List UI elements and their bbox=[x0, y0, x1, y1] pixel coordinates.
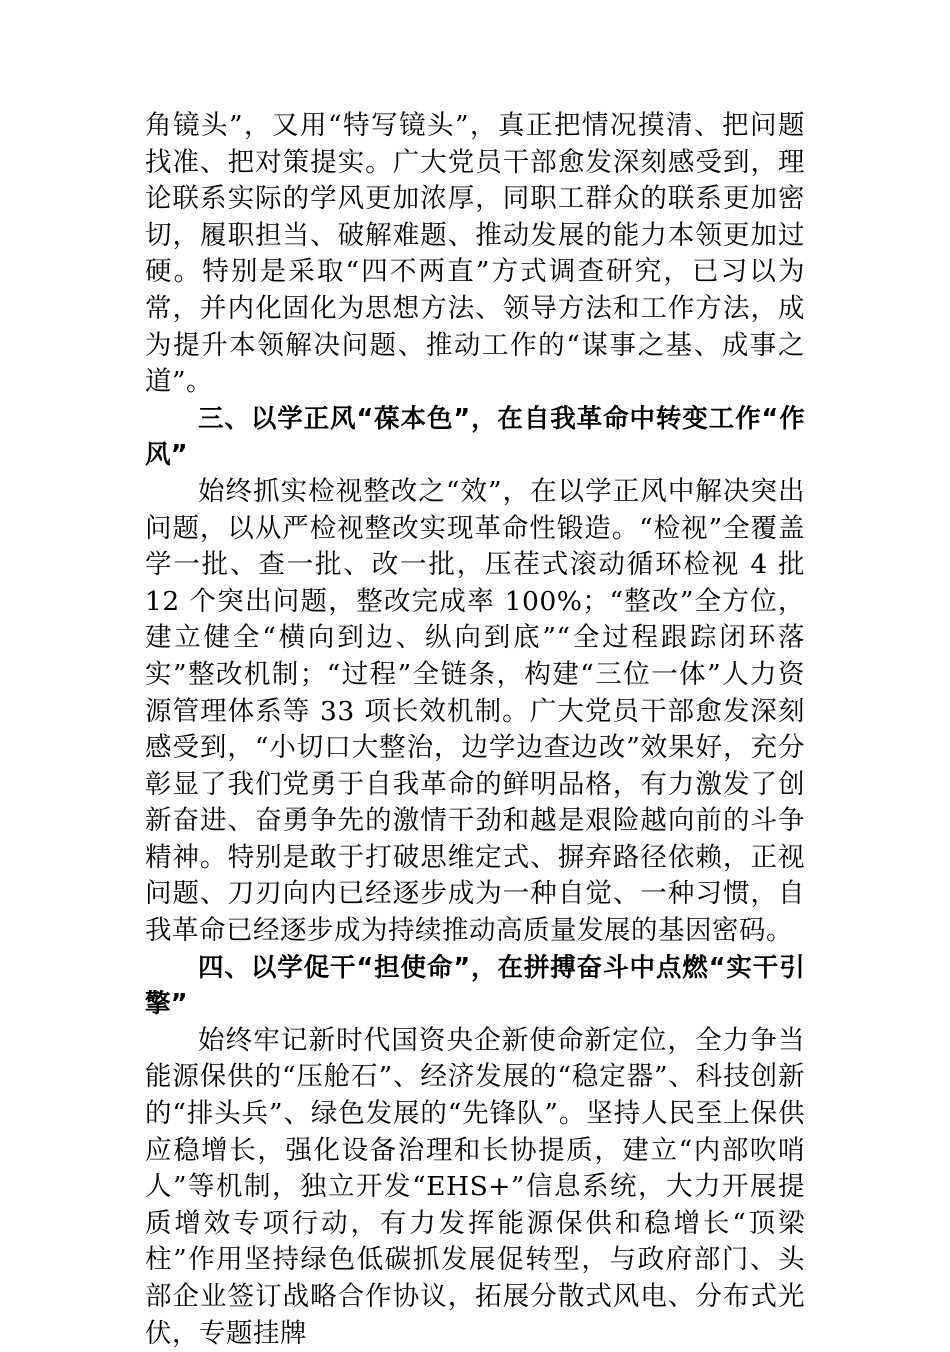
document-body bbox=[145, 108, 805, 1352]
paragraph-section-3: 始终抓实检视整改之“效”，在以学正风中解决突出问题，以从严检视整改实现革命性锻造。“检视”全覆盖学一批、查一批、改一批，压茬式滚动循环检视 4 批 12 个突出问题，整改完成率 100%；“整改”全方位，建立健全“横向到边、纵向到底”“全过程跟踪闭环落实”整改机制；“过程”全链条，构建“三位一体”人力资源管理体系等 33 项长效机制。广大党员干部愈发深刻感受到，“小切口大整治，边学边查边改”效果好，充分彰显了我们党勇于自我革命的鲜明品格，有力激发了创新奋进、奋勇争先的激情干劲和越是艰险越向前的斗争精神。特别是敢于打破思维定式、摒弃路径依赖，正视问题、刀刃向内已经逐步成为一种自觉、一种习惯，自我革命已经逐步成为持续推动高质量发展的基因密码。 bbox=[145, 475, 805, 947]
section-heading-4: 四、以学促干“担使命”，在拼搏奋斗中点燃“实干引擎” bbox=[145, 952, 805, 1020]
section-heading-3: 三、以学正风“葆本色”，在自我革命中转变工作“作风” bbox=[145, 403, 805, 471]
paragraph-intro: 角镜头”，又用“特写镜头”，真正把情况摸清、把问题找准、把对策提实。广大党员干部愈发深刻感受到，理论联系实际的学风更加浓厚，同职工群众的联系更加密切，履职担当、破解难题、推动发展的能力本领更加过硬。特别是采取“四不两直”方式调查研究，已习以为常，并内化固化为思想方法、领导方法和工作方法，成为提升本领解决问题、推动工作的“谋事之基、成事之道”。 bbox=[145, 110, 805, 398]
paragraph-section-4: 始终牢记新时代国资央企新使命新定位，全力争当能源保供的“压舱石”、经济发展的“稳定器”、科技创新的“排头兵”、绿色发展的“先锋队”。坚持人民至上保供应稳增长，强化设备治理和长协提质，建立“内部吹哨人”等机制，独立开发“EHS+”信息系统，大力开展提质增效专项行动，有力发挥能源保供和稳增长“顶梁柱”作用坚持绿色低碳抓发展促转型，与政府部门、头部企业签订战略合作协议，拓展分散式风电、分布式光伏，专题挂牌 bbox=[145, 1024, 805, 1349]
